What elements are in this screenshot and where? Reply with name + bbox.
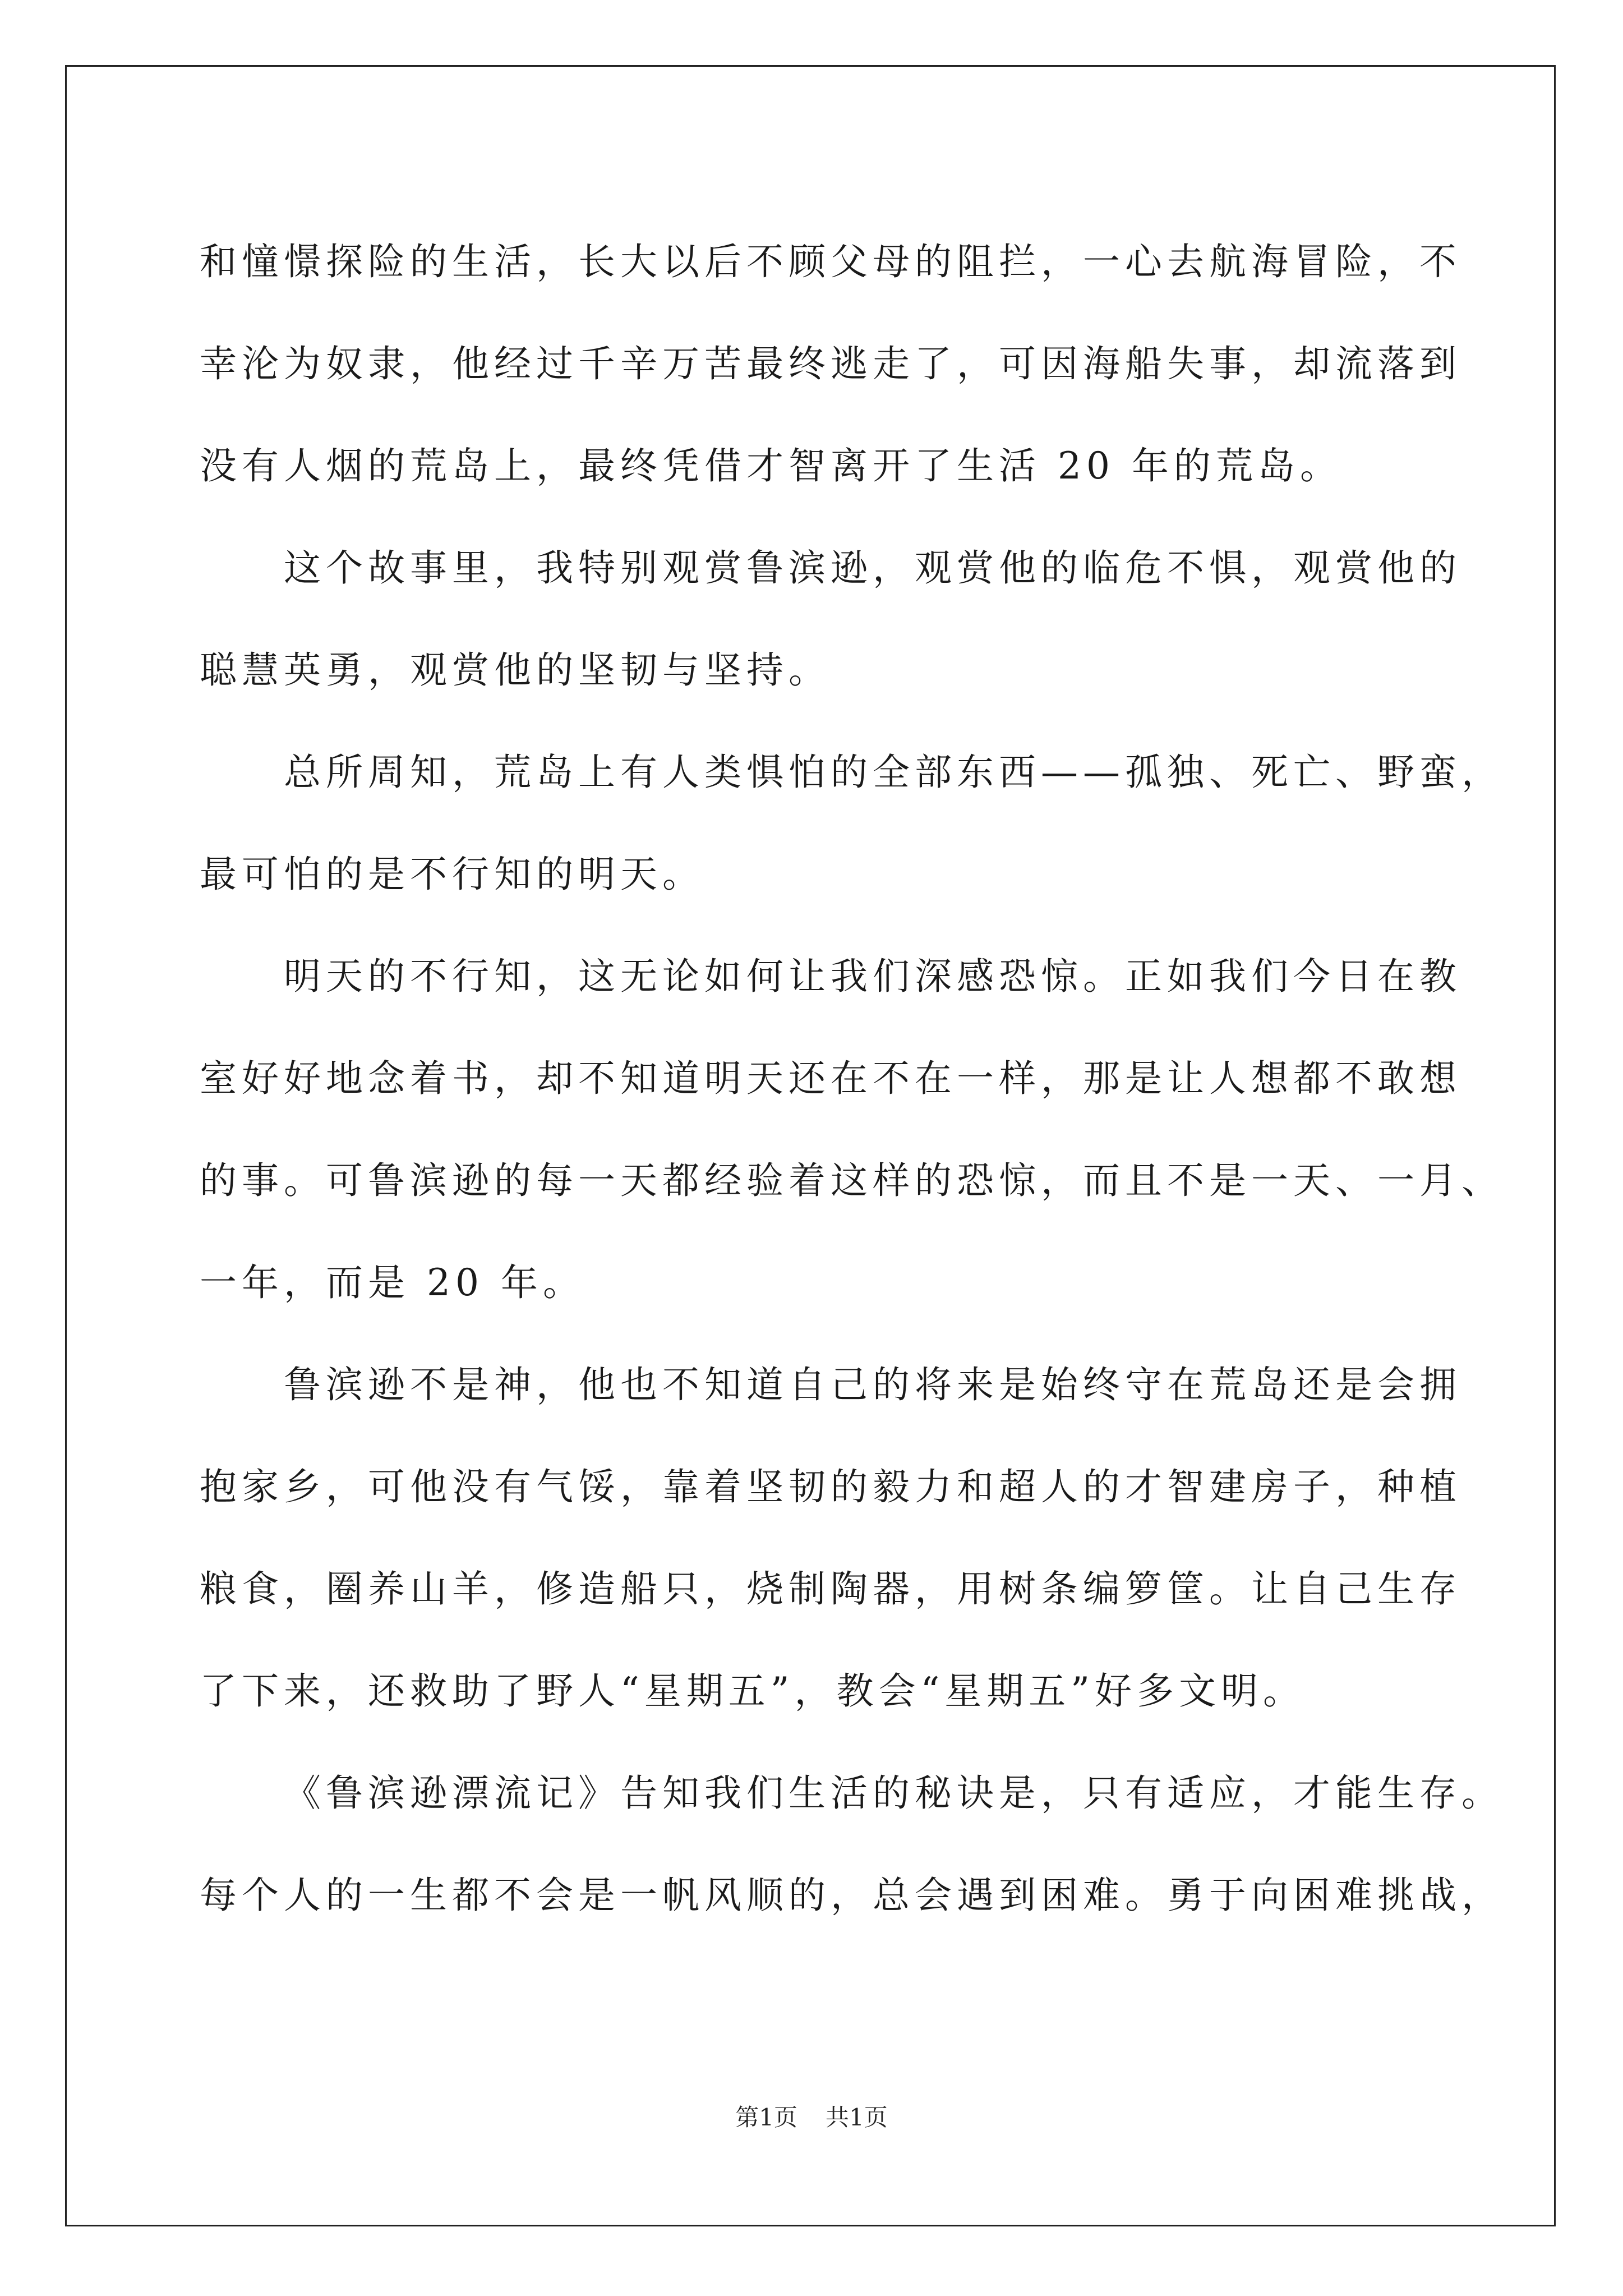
text-line: 和憧憬探险的生活，长大以后不顾父母的阻拦，一心去航海冒险，不 bbox=[200, 240, 1461, 283]
text-line: 粮食，圈养山羊，修造船只，烧制陶器，用树条编箩筐。让自己生存 bbox=[200, 1567, 1461, 1611]
paragraph-first-line: 总所周知，荒岛上有人类惧怕的全部东西——孤独、死亡、野蛮， bbox=[284, 751, 1504, 794]
text-line: 抱家乡，可他没有气馁，靠着坚韧的毅力和超人的才智建房子，种植 bbox=[200, 1465, 1461, 1508]
text-line: 的事。可鲁滨逊的每一天都经验着这样的恐惊，而且不是一天、一月、 bbox=[200, 1159, 1504, 1202]
paragraph-first-line: 明天的不行知，这无论如何让我们深感恐惊。正如我们今日在教 bbox=[284, 955, 1461, 998]
text-line: 室好好地念着书，却不知道明天还在不在一样，那是让人想都不敢想 bbox=[200, 1057, 1461, 1100]
document-body bbox=[200, 211, 1504, 1947]
text-line: 没有人烟的荒岛上，最终凭借才智离开了生活 20 年的荒岛。 bbox=[200, 444, 1342, 487]
text-line: 一年，而是 20 年。 bbox=[200, 1261, 585, 1304]
page-number: 第1页 bbox=[735, 2104, 797, 2131]
paragraph-first-line: 这个故事里，我特别观赏鲁滨逊，观赏他的临危不惧，观赏他的 bbox=[284, 546, 1461, 590]
text-line: 每个人的一生都不会是一帆风顺的，总会遇到困难。勇于向困难挑战， bbox=[200, 1874, 1504, 1917]
text-line: 了下来，还救助了野人“星期五”，教会“星期五”好多文明。 bbox=[200, 1669, 1305, 1713]
paragraph-first-line: 鲁滨逊不是神，他也不知道自己的将来是始终守在荒岛还是会拥 bbox=[284, 1363, 1461, 1406]
paragraph-first-line: 《鲁滨逊漂流记》告知我们生活的秘诀是，只有适应，才能生存。 bbox=[284, 1772, 1504, 1815]
text-line: 幸沦为奴隶，他经过千辛万苦最终逃走了，可因海船失事，却流落到 bbox=[200, 342, 1461, 385]
page-count: 共1页 bbox=[826, 2104, 888, 2131]
page-footer bbox=[0, 2101, 1623, 2134]
text-line: 聪慧英勇，观赏他的坚韧与坚持。 bbox=[200, 648, 831, 692]
text-line: 最可怕的是不行知的明天。 bbox=[200, 853, 704, 896]
